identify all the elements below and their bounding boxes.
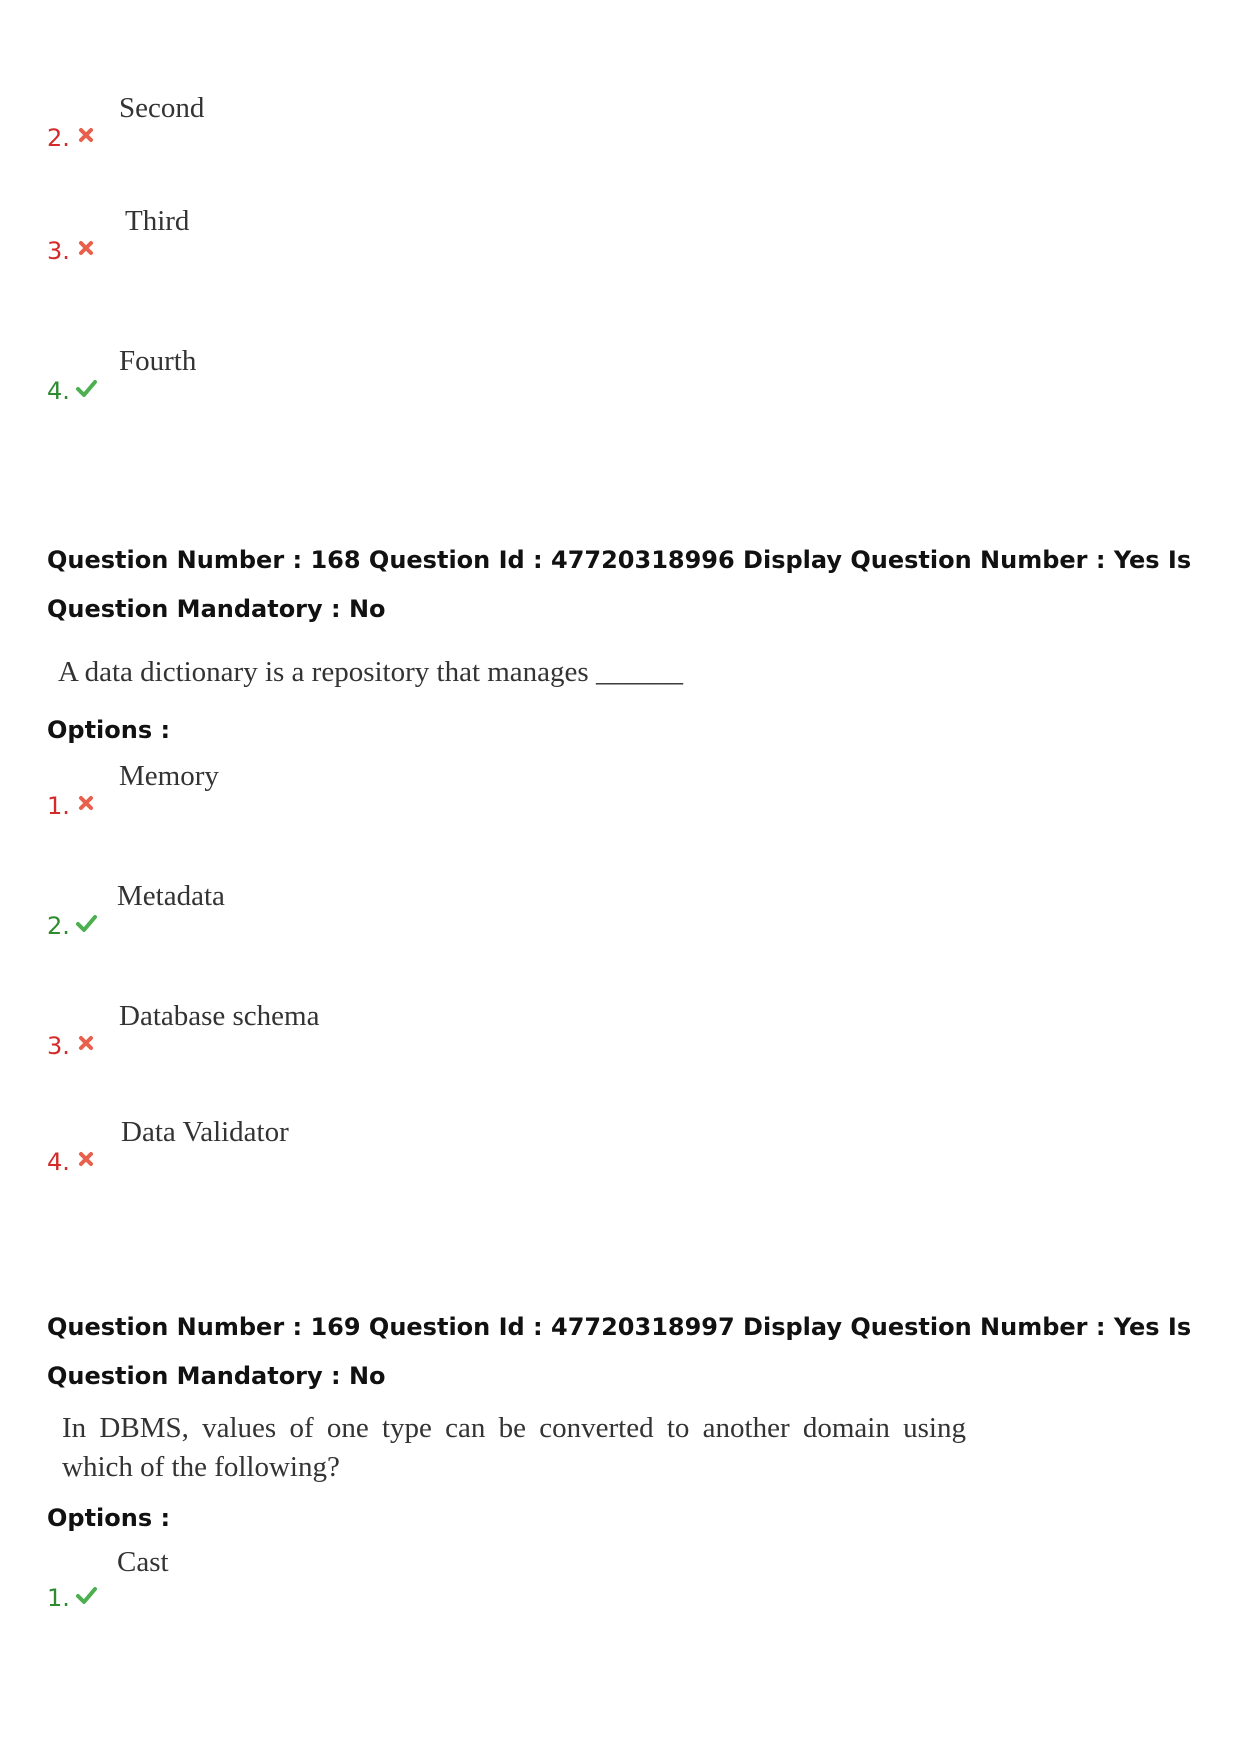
option-number: 4.	[47, 1148, 70, 1176]
option-number: 2.	[47, 912, 70, 940]
question-168-meta: Question Number : 168 Question Id : 47720318996 Display Question Number : Yes Is Question Mandatory : No	[47, 546, 1192, 623]
option-4	[47, 339, 647, 405]
option-2	[47, 880, 647, 940]
option-number: 1.	[47, 1584, 70, 1612]
option-number: 1.	[47, 792, 70, 820]
option-text: Memory	[119, 760, 219, 792]
cross-icon	[75, 237, 97, 259]
option-number: 3.	[47, 237, 70, 265]
option-3	[47, 205, 647, 265]
option-text: Second	[119, 92, 205, 124]
option-number: 2.	[47, 124, 70, 152]
option-text: Data Validator	[121, 1116, 289, 1148]
option-text: Metadata	[117, 880, 225, 912]
option-number: 4.	[47, 377, 70, 405]
question-168-text: A data dictionary is a repository that manages ______	[58, 656, 683, 688]
option-text: Cast	[117, 1546, 169, 1578]
options-label: Options :	[47, 716, 171, 744]
options-label: Options :	[47, 1504, 171, 1532]
option-text: Database schema	[119, 1000, 320, 1032]
check-icon	[75, 1584, 97, 1606]
question-169-text-line1: In DBMS, values of one type can be converted to another domain using	[62, 1412, 966, 1444]
cross-icon	[75, 124, 97, 146]
option-4	[47, 1116, 647, 1176]
option-text: Third	[125, 205, 190, 237]
question-169-meta: Question Number : 169 Question Id : 47720318997 Display Question Number : Yes Is Question Mandatory : No	[47, 1313, 1192, 1390]
option-2	[47, 92, 647, 152]
question-169-text-line2: which of the following?	[62, 1451, 340, 1483]
check-icon	[75, 912, 97, 934]
check-icon	[75, 377, 97, 399]
option-1	[47, 760, 647, 820]
option-3	[47, 1000, 647, 1060]
cross-icon	[75, 792, 97, 814]
option-1	[47, 1546, 647, 1612]
cross-icon	[75, 1148, 97, 1170]
option-number: 3.	[47, 1032, 70, 1060]
cross-icon	[75, 1032, 97, 1054]
option-text: Fourth	[119, 345, 197, 377]
